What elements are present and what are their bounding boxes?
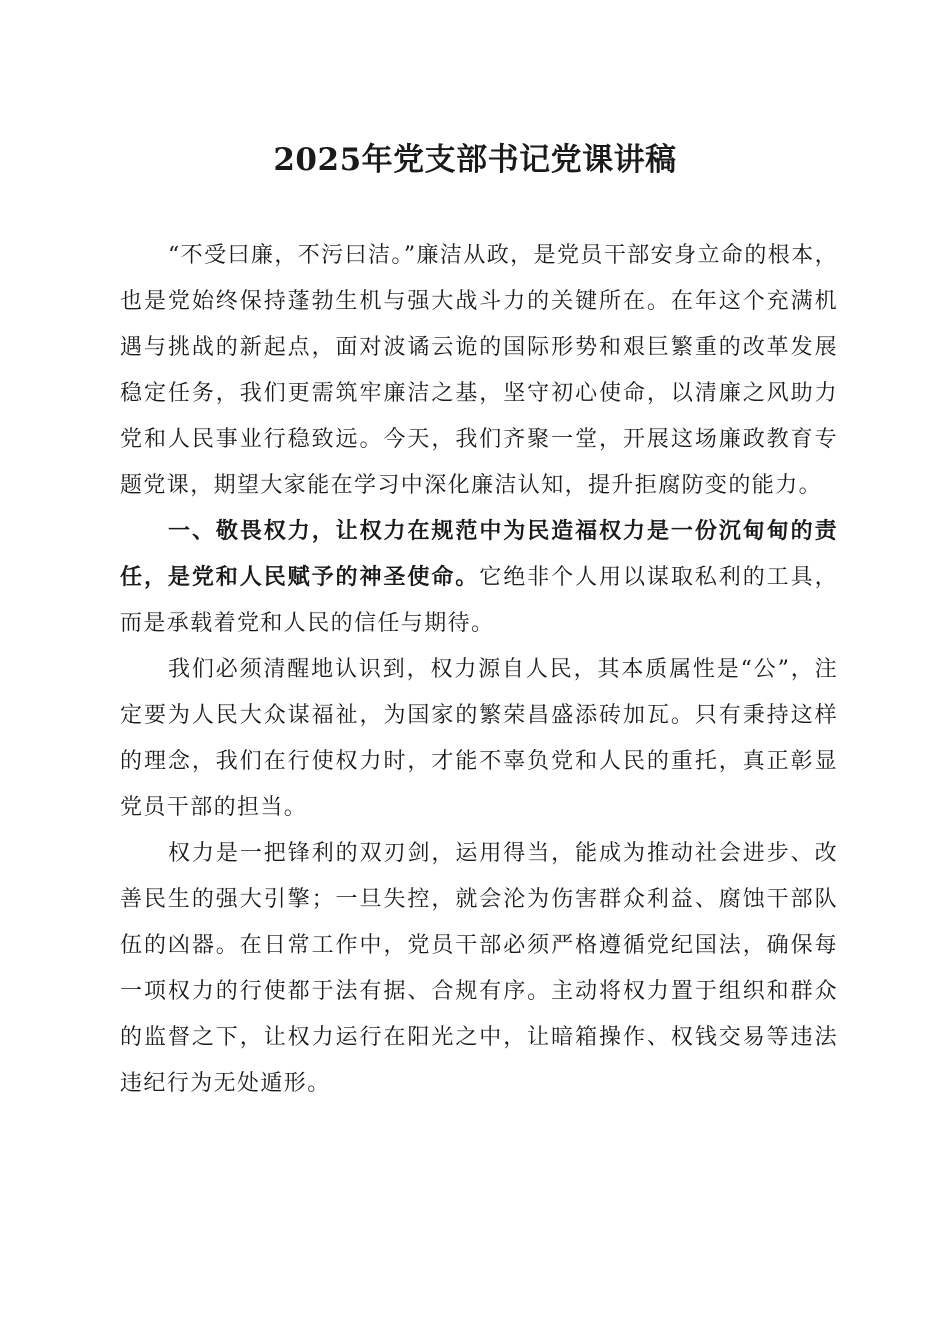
paragraph-section-one (120, 509, 838, 647)
section-heading: 一、敬畏权力，让权力在规范中为民造福权力是一份沉甸甸的责任，是党和人民赋予的神圣使命。 (120, 519, 838, 590)
document-body (120, 233, 838, 1107)
section-one-text: 它绝非个人用以谋取私利的工具，而是承载着党和人民的信任与期待。 (120, 565, 838, 636)
paragraph-power-origin: 我们必须清醒地认识到，权力源自人民，其本质属性是“公”，注定要为人民大众谋福祉，为国家的繁荣昌盛添砖加瓦。只有秉持这样的理念，我们在行使权力时，才能不辜负党和人民的重托，真正彰显党员干部的担当。 (120, 657, 838, 820)
paragraph-intro: “不受曰廉，不污曰洁。”廉洁从政，是党员干部安身立命的根本，也是党始终保持蓬勃生机与强大战斗力的关键所在。在年这个充满机遇与挑战的新起点，面对波谲云诡的国际形势和艰巨繁重的改革发展稳定任务，我们更需筑牢廉洁之基，坚守初心使命，以清廉之风助力党和人民事业行稳致远。今天，我们齐聚一堂，开展这场廉政教育专题党课，期望大家能在学习中深化廉洁认知，提升拒腐防变的能力。 (120, 243, 838, 498)
page-title: 2025年党支部书记党课讲稿 (273, 142, 677, 178)
paragraph-double-edged-sword: 权力是一把锋利的双刃剑，运用得当，能成为推动社会进步、改善民生的强大引擎；一旦失控，就会沦为伤害群众利益、腐蚀干部队伍的凶器。在日常工作中，党员干部必须严格遵循党纪国法，确保每一项权力的行使都于法有据、合规有序。主动将权力置于组织和群众的监督之下，让权力运行在阳光之中，让暗箱操作、权钱交易等违法违纪行为无处遁形。 (120, 841, 838, 1096)
